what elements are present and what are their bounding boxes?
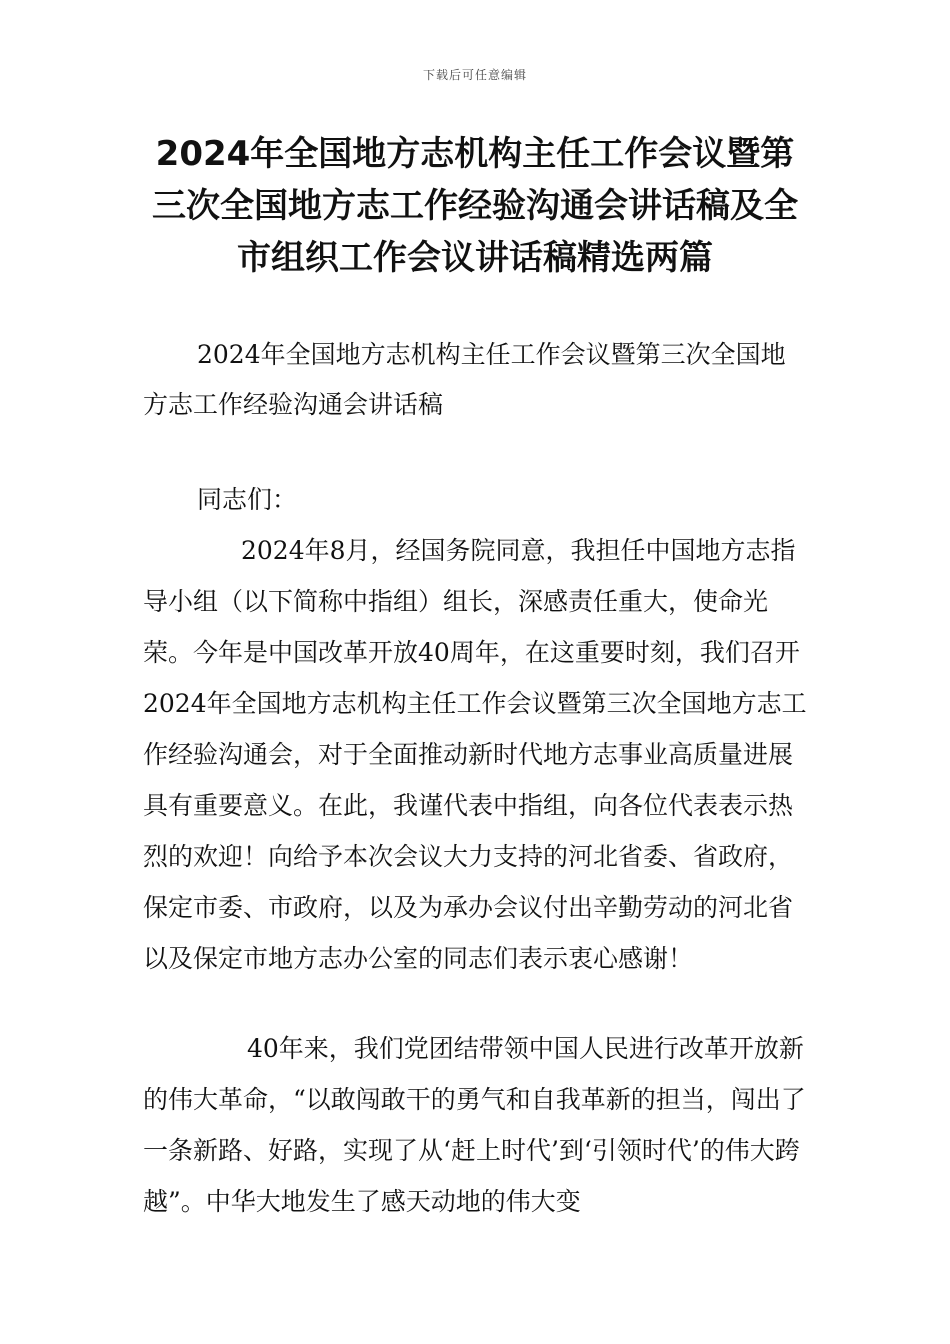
paragraph-1: 2024年8月，经国务院同意，我担任中国地方志指导小组（以下简称中指组）组长，深感责任重大，使命光荣。今年是中国改革开放40周年，在这重要时刻，我们召开2024年全国地方志机构主任工作会议暨第三次全国地方志工作经验沟通会，对于全面推动新时代地方志事业高质量进展具有重要意义。在此，我谨代表中指组，向各位代表表示热烈的欢迎！向给予本次会议大力支持的河北省委、省政府，保定市委、市政府，以及为承办会议付出辛勤劳动的河北省以及保定市地方志办公室的同志们表示衷心感谢！ — [143, 536, 807, 973]
document-title: 2024年全国地方志机构主任工作会议暨第三次全国地方志工作经验沟通会讲话稿及全市组织工作会议讲话稿精选两篇 — [152, 134, 798, 278]
document-subtitle: 2024年全国地方志机构主任工作会议暨第三次全国地方志工作经验沟通会讲话稿 — [143, 340, 786, 419]
paragraph-2: 40年来，我们党团结带领中国人民进行改革开放新的伟大革命，“以敢闯敢干的勇气和自我革新的担当，闯出了一条新路、好路，实现了从‘赶上时代’到‘引领时代’的伟大跨越”。中华大地发生了感天动地的伟大变 — [143, 1034, 806, 1216]
greeting: 同志们： — [197, 485, 298, 514]
header-note: 下载后可任意编辑 — [422, 68, 527, 82]
